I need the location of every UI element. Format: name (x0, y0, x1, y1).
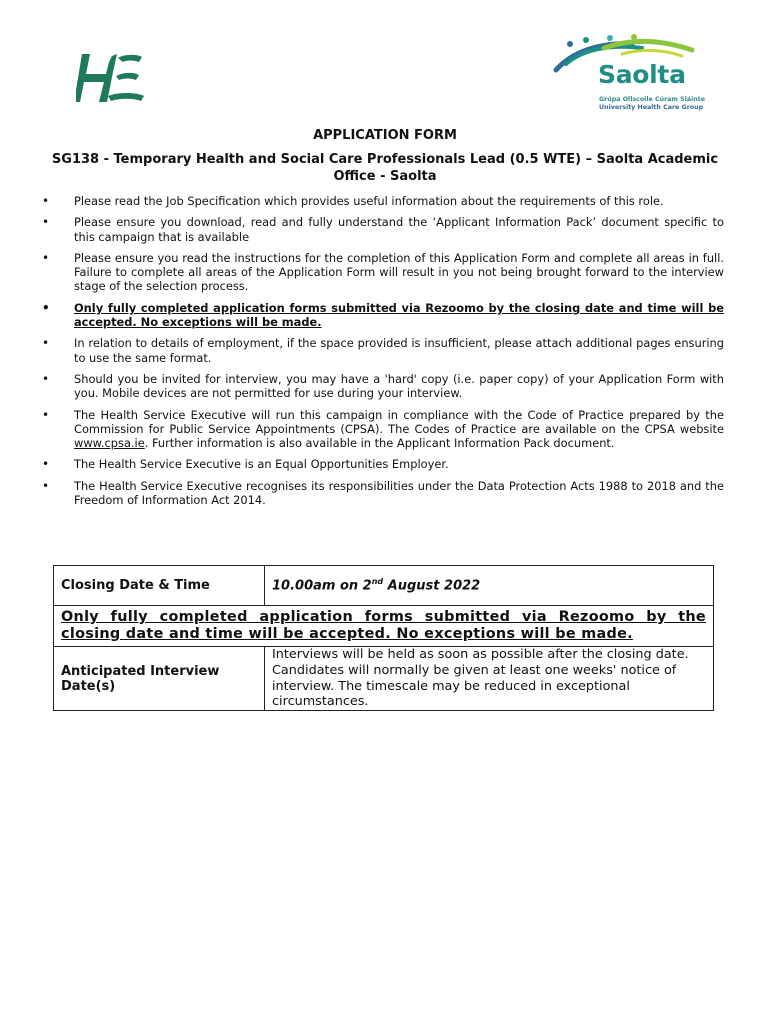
job-title: SG138 - Temporary Health and Social Care Professionals Lead (0.5 WTE) – Saolta Academic Office - Saolta (51, 152, 719, 184)
instruction-item-cpsa (40, 408, 724, 451)
interview-row (54, 647, 714, 711)
closing-date-ordinal: nd (371, 577, 384, 587)
rezoomo-notice: Only fully completed application forms submitted via Rezoomo by the closing date and time will be accepted. No exceptions will be made. (54, 606, 714, 647)
saolta-tagline-english: University Health Care Group (599, 104, 704, 111)
closing-date-row (54, 566, 714, 606)
saolta-logo (552, 34, 712, 116)
instruction-item-rezoomo: • Only fully completed application forms submitted via Rezoomo by the closing date and time will be accepted. No exceptions will be made. (40, 301, 724, 330)
notice-row (54, 606, 714, 647)
hse-logo (76, 50, 152, 106)
instruction-item: • The Health Service Executive recognises its responsibilities under the Data Protection Acts 1988 to 2018 and the Freedom of Information Act 2014. (40, 479, 724, 508)
closing-date-label: Closing Date & Time (54, 566, 265, 606)
instructions-list (40, 194, 724, 514)
interview-date-label: Anticipated Interview Date(s) (54, 647, 265, 711)
form-title: APPLICATION FORM (313, 128, 457, 143)
closing-date-suffix: August 2022 (383, 578, 481, 594)
instruction-item: • Please ensure you download, read and fully understand the ‘Applicant Information Pack’ document specific to this campaign that is available (40, 215, 724, 244)
instruction-item: • In relation to details of employment, if the space provided is insufficient, please attach additional pages ensuring to use the same format. (40, 336, 724, 365)
interview-date-text: Interviews will be held as soon as possible after the closing date. Candidates will normally be given at least one weeks' notice of interview. The timescale may be reduced in exceptional circumstances. (265, 647, 714, 711)
instruction-item: • Please read the Job Specification which provides useful information about the requirements of this role. (40, 194, 724, 208)
cpsa-text-after: . Further information is also available in the Applicant Information Pack document. (144, 436, 615, 451)
closing-date-value (265, 566, 714, 606)
cpsa-text-before: The Health Service Executive will run this campaign in compliance with the Code of Practice prepared by the Commission for Public Service Appointments (CPSA). The Codes of Practice are available on the CPSA website (74, 407, 724, 436)
saolta-wordmark: Saolta (598, 60, 686, 89)
instruction-item: • Please ensure you read the instructions for the completion of this Application Form and complete all areas in full. Failure to complete all areas of the Application Form will result in you not being brought forward to the interview stage of the selection process. (40, 251, 724, 294)
closing-info-table (53, 565, 714, 711)
cpsa-website-link[interactable]: www.cpsa.ie (74, 436, 145, 451)
closing-date-prefix: 10.00am on 2 (272, 578, 372, 594)
saolta-tagline-irish: Grúpa Ollscoile Cúram Sláinte (599, 96, 706, 103)
instruction-item: • Should you be invited for interview, you may have a 'hard' copy (i.e. paper copy) of your Application Form with you. Mobile devices are not permitted for use during your interview. (40, 372, 724, 401)
instruction-item: • The Health Service Executive is an Equal Opportunities Employer. (40, 457, 724, 471)
